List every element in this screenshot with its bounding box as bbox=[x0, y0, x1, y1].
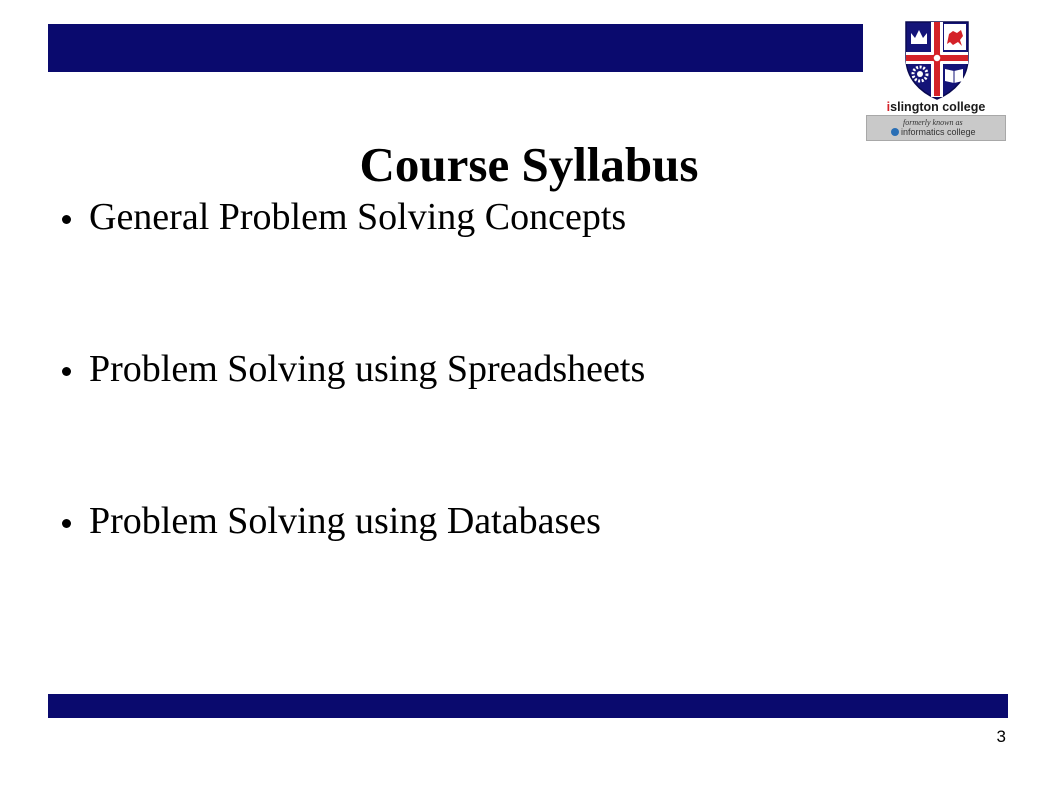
former-name-text: informatics college bbox=[901, 127, 976, 137]
footer-band bbox=[48, 694, 1008, 718]
college-name-rest: slington college bbox=[890, 100, 986, 114]
cross-icon bbox=[933, 54, 941, 62]
bullet-icon bbox=[62, 519, 71, 528]
college-name bbox=[867, 100, 1005, 114]
slide-title: Course Syllabus bbox=[359, 136, 699, 192]
syllabus-item bbox=[62, 192, 626, 242]
syllabus-item-text: General Problem Solving Concepts bbox=[89, 196, 627, 238]
college-logo bbox=[864, 20, 1008, 144]
syllabus-item bbox=[62, 496, 601, 546]
college-name-initial: i bbox=[886, 100, 891, 114]
informatics-logo-icon bbox=[891, 128, 899, 136]
bullet-icon bbox=[62, 215, 71, 224]
formerly-label: formerly known as bbox=[903, 118, 963, 127]
header-band bbox=[48, 24, 863, 72]
book-icon bbox=[945, 69, 963, 83]
lion-icon bbox=[944, 24, 966, 50]
syllabus-item-text: Problem Solving using Databases bbox=[89, 500, 601, 542]
college-crest-shield bbox=[904, 20, 970, 100]
syllabus-item-text: Problem Solving using Spreadsheets bbox=[89, 348, 646, 390]
bullet-icon bbox=[62, 367, 71, 376]
slide-number: 3 bbox=[996, 727, 1006, 746]
syllabus-item bbox=[62, 344, 645, 394]
